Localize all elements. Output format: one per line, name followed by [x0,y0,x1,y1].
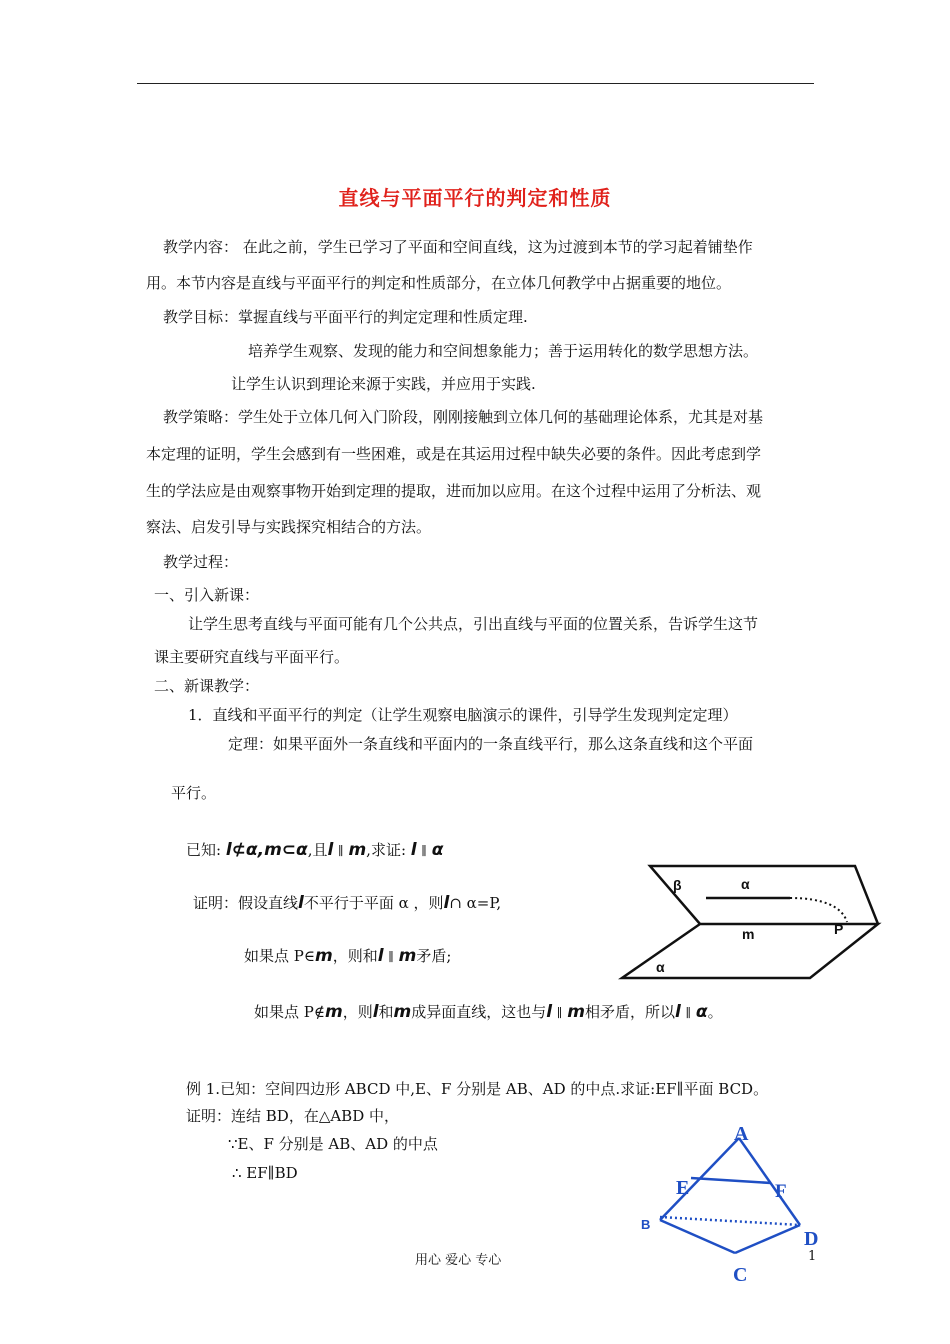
label-a: A [734,1123,749,1145]
goal-line-3: 让学生认识到理论来源于实践，并应用于实践. [231,375,536,393]
page-title: 直线与平面平行的判定和性质 [338,186,612,210]
label-beta: β [673,877,682,893]
strategy-line-3: 生的学法应是由观察事物开始到定理的提取，进而加以应用。在这个过程中运用了分析法、观 [146,482,762,500]
item-1-heading: 1．直线和平面平行的判定（让学生观察电脑演示的课件，引导学生发现判定定理） [188,706,738,724]
label-alpha-bottom: α [656,959,665,975]
dotted-extension [790,898,847,922]
goal-line-1: 教学目标：掌握直线与平面平行的判定定理和性质定理. [163,308,528,326]
plane-alpha-symbol: α [296,840,308,860]
proof-text: 相矛盾，所以 [584,1003,675,1021]
example-line-3: ∵E、F 分别是 AB、AD 的中点 [228,1135,438,1153]
strategy-line-2: 本定理的证明，学生会感到有一些困难，或是在其运用过程中缺失必要的条件。因此考虑到学 [146,445,762,463]
section-1-heading: 一、引入新课： [154,586,260,604]
label-c: C [733,1264,748,1286]
proof-text: 如果点 P∈ [244,947,315,965]
line-l-symbol: l [327,840,334,860]
label-m: m [742,926,755,942]
proof-text: 证明：假设直线 [193,894,299,912]
and-text: ,且 [307,841,328,859]
label-e: E [676,1177,690,1199]
line-l-symbol: l [372,1002,379,1022]
line-m-symbol: m [348,840,367,860]
page-number: 1 [808,1249,817,1264]
edge-bd-hidden [660,1217,800,1225]
parallel-symbol: ∥ [421,844,427,858]
theorem-line-1: 定理：如果平面外一条直线和平面内的一条直线平行，那么这条直线和这个平面 [228,735,754,753]
proof-text: 和 [378,1003,394,1021]
prove-text: ,求证: [366,841,406,859]
proof-text: ∩ α=P, [449,894,502,912]
line-m-symbol: m [314,946,333,966]
comma: , [257,840,265,860]
label-d: D [804,1228,819,1250]
parallel-symbol: ∥ [338,844,344,858]
goal-line-2: 培养学生观察、发现的能力和空间想象能力；善于运用转化的数学思想方法。 [248,342,759,360]
plane-alpha-symbol: α [245,840,258,860]
proof-text: ，则 [342,1003,373,1021]
label-b: B [641,1217,651,1232]
parallel-symbol: ∥ [556,1006,563,1020]
proof-text: 矛盾; [416,947,452,965]
example-line-4: ∴ EF∥BD [232,1164,298,1182]
line-l-symbol: l [377,946,384,966]
proof-text: 不平行于平面 α ，则 [303,894,444,912]
line-l-symbol: l [298,893,304,913]
label-alpha-top: α [741,876,750,892]
proof-text: ，则和 [332,947,378,965]
plane-alpha-symbol: α [431,840,444,860]
line-l-symbol: l [225,840,232,860]
label-f: F [775,1181,787,1202]
given-prefix: 已知: [186,841,222,859]
line-m-symbol: m [393,1002,412,1022]
strategy-line-4: 察法、启发引导与实践探究相结合的方法。 [146,518,432,536]
line-m-symbol: m [264,840,282,860]
segment-ef [691,1178,771,1183]
edge-cd [735,1225,800,1253]
plane-beta-outline [650,866,878,924]
not-subset-symbol: ⊄ [231,840,246,860]
footer-text: 用心 爱心 专心 [415,1253,502,1268]
strategy-line-1: 教学策略：学生处于立体几何入门阶段，刚刚接触到立体几何的基础理论体系，尤其是对基 [163,408,764,426]
proof-text: 成异面直线，这也与 [411,1003,547,1021]
plane-alpha-symbol: α [695,1002,708,1022]
line-l-symbol: l [546,1002,553,1022]
content-line-1: 教学内容： 在此之前，学生已学习了平面和空间直线，这为过渡到本节的学习起着铺垫作 [163,238,753,256]
example-line-2: 证明：连结 BD，在△ABD 中， [186,1107,400,1125]
section-2-heading: 二、新课教学： [154,677,260,695]
theorem-line-2: 平行。 [171,784,217,802]
line-l-symbol: l [443,893,450,913]
line-m-symbol: m [324,1002,343,1022]
line-m-symbol: m [398,946,417,966]
edge-bc [660,1220,735,1253]
proof-text: 。 [707,1003,723,1021]
section-1-line-2: 课主要研究直线与平面平行。 [154,648,350,666]
proof-text: 如果点 P∉ [254,1003,325,1021]
example-line-1: 例 1.已知：空间四边形 ABCD 中,E、F 分别是 AB、AD 的中点.求证:EF∥平面 BCD。 [186,1080,769,1098]
label-p: P [834,921,844,937]
process-heading: 教学过程： [163,553,239,571]
line-m-symbol: m [567,1002,585,1022]
subset-symbol: ⊂ [281,840,297,860]
parallel-symbol: ∥ [388,950,394,964]
section-1-line-1: 让学生思考直线与平面可能有几个公共点，引出直线与平面的位置关系，告诉学生这节 [188,615,759,633]
parallel-symbol: ∥ [685,1006,692,1020]
content-line-2: 用。本节内容是直线与平面平行的判定和性质部分，在立体几何教学中占据重要的地位。 [146,274,732,292]
line-l-symbol: l [410,840,417,860]
line-l-symbol: l [674,1002,681,1022]
